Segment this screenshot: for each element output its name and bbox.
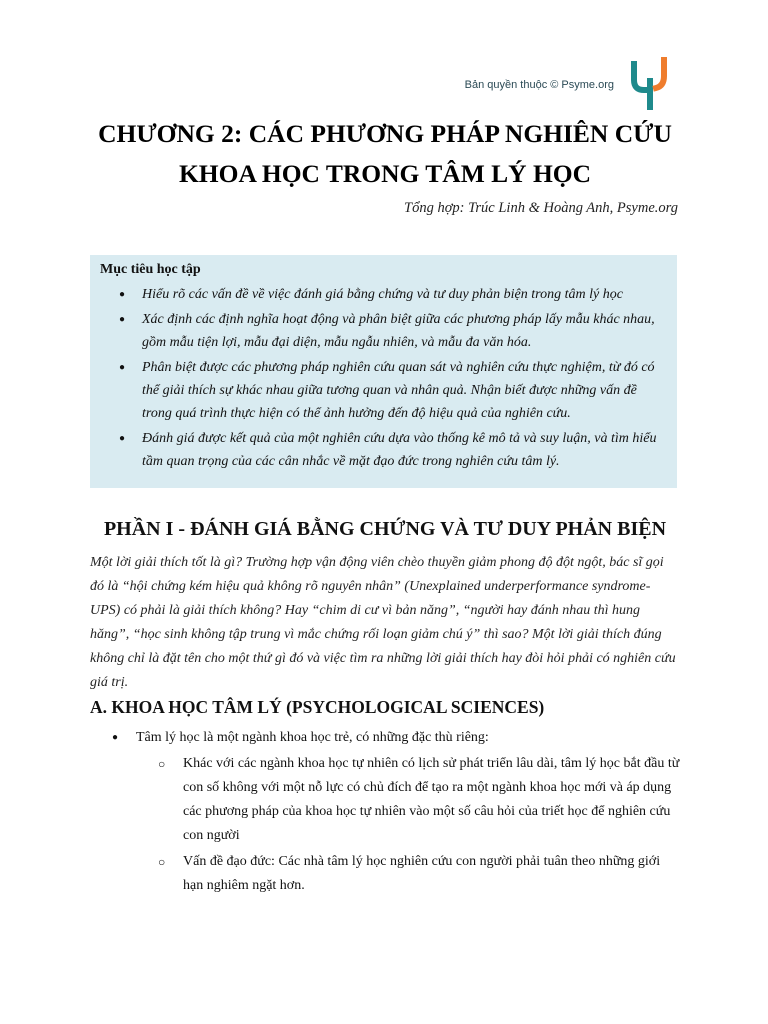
- objectives-list: [100, 283, 667, 473]
- objective-item: ● Đánh giá được kết quả của một nghiên cứu dựa vào thống kê mô tả và suy luận, và tìm hiểu tầm quan trọng của các cân nhắc về mặt đạo đức trong nghiên cứu tâm lý.: [100, 427, 667, 473]
- bullet-item: [90, 726, 680, 750]
- bullet-text: Tâm lý học là một ngành khoa học trẻ, có những đặc thù riêng:: [136, 730, 489, 745]
- objectives-heading: Mục tiêu học tập: [100, 262, 201, 277]
- sub-bullet-text: Khác với các ngành khoa học tự nhiên có lịch sử phát triển lâu dài, tâm lý học bắt đầu từ con số không với một nỗ lực có chủ đích để tạo ra một ngành khoa học mới và áp dụng các phương pháp của khoa học tự nhiên vào một số câu hỏi của triết học để nghiên cứu con người: [183, 756, 680, 843]
- learning-objectives-box: [90, 255, 677, 488]
- psyme-logo-icon: [628, 56, 672, 112]
- author-credit: Tổng hợp: Trúc Linh & Hoàng Anh, Psyme.org: [404, 200, 678, 216]
- sub-bullet-circle-icon: ○: [158, 855, 166, 869]
- section-a-title: A. KHOA HỌC TÂM LÝ (PSYCHOLOGICAL SCIENCES): [90, 697, 545, 717]
- page-header: [465, 56, 672, 112]
- objective-item: ● Xác định các định nghĩa hoạt động và phân biệt giữa các phương pháp lấy mẫu khác nhau, gồm mẫu tiện lợi, mẫu đại diện, mẫu ngẫu nhiên, và mẫu đa văn hóa.: [100, 308, 667, 354]
- chapter-title-line-1: CHƯƠNG 2: CÁC PHƯƠNG PHÁP NGHIÊN CỨU: [98, 119, 672, 148]
- sub-bullet-item: [90, 752, 680, 848]
- copyright-text: Bản quyền thuộc © Psyme.org: [464, 79, 614, 91]
- part-1-intro: Một lời giải thích tốt là gì? Trường hợp vận động viên chèo thuyền giảm phong độ đột ngột, bác sĩ gọi đó là “hội chứng kém hiệu quả không rõ nguyên nhân” (Unexplained underperformance syndrome-UPS) có phải là giải thích không? Hay “chim di cư vì bản năng”, “người hay đánh nhau thì hung hăng”, “học sinh không tập trung vì mắc chứng rối loạn giảm chú ý” thì sao? Một lời giải thích đúng không chỉ là đặt tên cho một thứ gì đó và việc tìm ra những lời giải thích hay đòi hỏi phải có nghiên cứu giá trị.: [90, 555, 676, 690]
- sub-bullet-item: [90, 850, 680, 898]
- section-a-bullets: [90, 726, 680, 898]
- part-1-title: PHẦN I - ĐÁNH GIÁ BẰNG CHỨNG VÀ TƯ DUY PHẢN BIỆN: [103, 518, 667, 540]
- bullet-dot-icon: ●: [112, 732, 119, 743]
- chapter-title: [90, 114, 680, 194]
- objective-item: ● Phân biệt được các phương pháp nghiên cứu quan sát và nghiên cứu thực nghiệm, từ đó có thể giải thích sự khác nhau giữa tương quan và nhân quả. Nhận biết được những vấn đề trong quá trình thực hiện có thể ảnh hưởng đến độ hiệu quả của nghiên cứu.: [100, 356, 667, 425]
- sub-bullet-text: Vấn đề đạo đức: Các nhà tâm lý học nghiên cứu con người phải tuân theo những giới hạn nghiêm ngặt hơn.: [183, 854, 661, 893]
- objective-item: ● Hiểu rõ các vấn đề về việc đánh giá bằng chứng và tư duy phản biện trong tâm lý học: [100, 283, 667, 306]
- sub-bullet-circle-icon: ○: [158, 757, 166, 771]
- chapter-title-line-2: KHOA HỌC TRONG TÂM LÝ HỌC: [178, 159, 592, 188]
